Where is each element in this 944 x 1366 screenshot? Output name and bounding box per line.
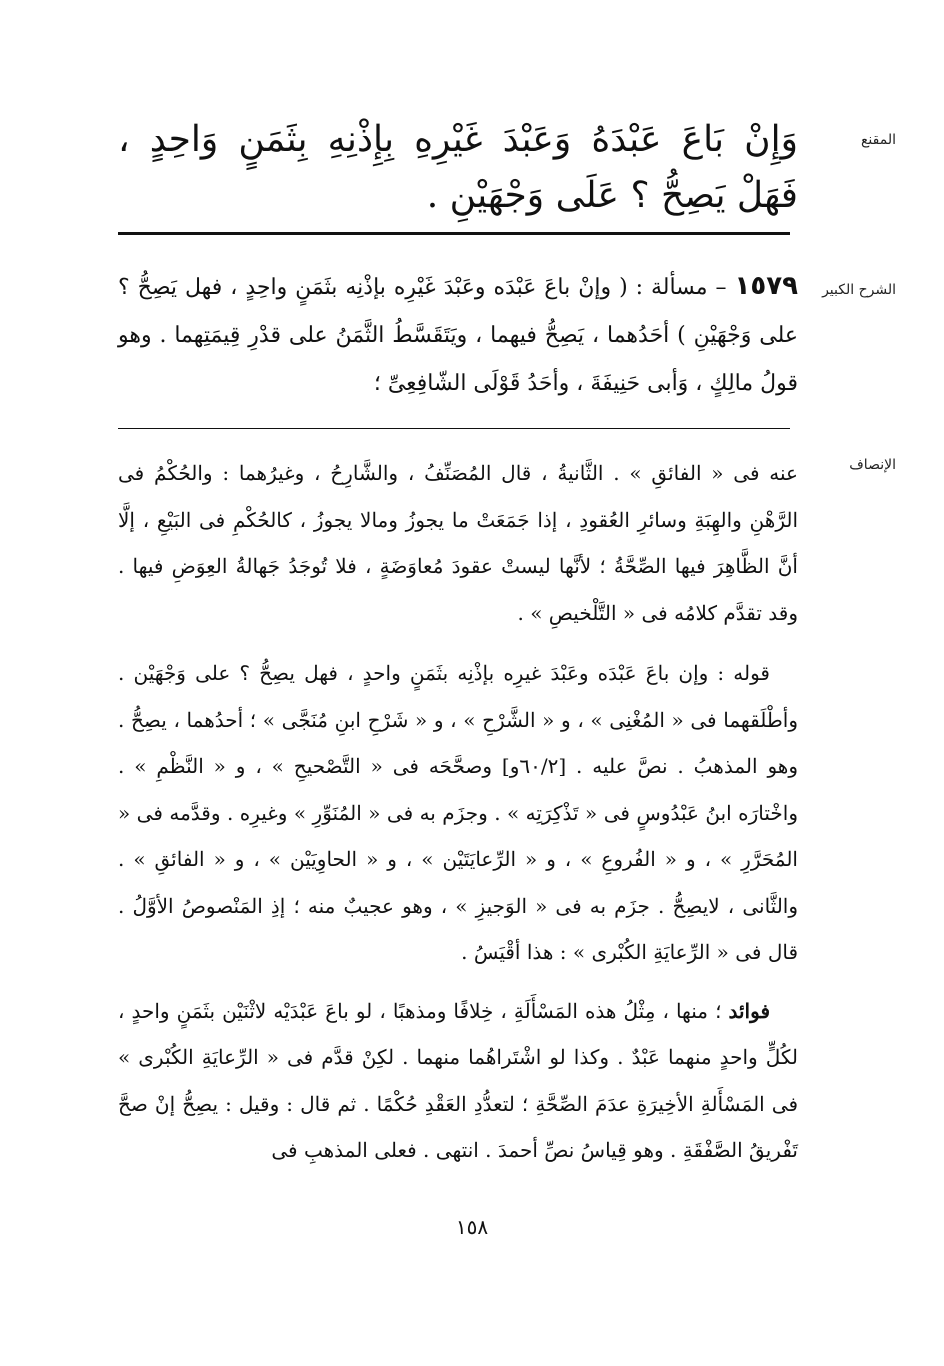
section-divider-thick bbox=[118, 232, 790, 235]
sharh-body: – مسألة : ( وإنْ باعَ عَبْدَه وعَبْدَ غَيْرِه بإذْنِه بثَمَنٍ واحِدٍ ، فهل يَصِحُّ ؟ على وَجْهَيْنِ ) أحَدُهما ، يَصِحُّ فيهما ، ويَتَقَسَّطُ الثَّمَنُ على قدْرِ قِيمَتِهما . وهو قولُ مالِكٍ ، وَأبى حَنِيفَةَ ، وأحَدُ قَوْلَى الشّافِعِىِّ ؛ bbox=[118, 275, 798, 396]
label-insaf: الإنصاف bbox=[849, 457, 896, 473]
insaf-paragraph-2-text: قوله : وإن باعَ عَبْدَه وعَبْدَ غيرِه بإذْنِه بثَمَنٍ واحدٍ ، فهل يصِحُّ ؟ على وَجْهَيْن . وأطْلَقهما فى « المُغْنِى » ، و « الشَّرْحِ » ، و « شَرْحِ ابنِ مُنَجَّى » ؛ أحدُهما ، يصِحُّ . وهو المذهبُ . نصَّ عليه . [٦٠/٢و] وصحَّحَه فى « التَّصْحيحِ » ، و « النَّظْمِ » . واخْتارَه ابنُ عَبْدُوسٍ فى « تَذْكِرَتِه » . وجزَم به فى « المُنَوِّرِ » وغيرِه . وقدَّمه فى « المُحَرَّرِ » ، و « الفُروعِ » ، و « الرِّعايَتَيْن » ، و « الحاوِيَيْن » ، و « الفائقِ » . والثَّانى ، لايصِحُّ . جزَم به فى « الوَجيزِ » ، وهو عجيبٌ منه ؛ إذِ المَنْصوصُ الأوَّلُ . قال فى « الرِّعايَةِ الكُبْرى » : هذا أقْيَسُ . bbox=[118, 661, 798, 964]
sharh-text bbox=[118, 262, 798, 408]
insaf-paragraph-3 bbox=[118, 988, 798, 1174]
page-number: ١٥٨ bbox=[455, 1215, 489, 1239]
issue-number: ١٥٧٩ bbox=[734, 271, 798, 301]
insaf-paragraph-3-text: ؛ منها ، مِثْلُ هذه المَسْأَلَةِ ، خِلافًا ومذهبًا ، لو باعَ عَبْدَيْه لاثْنَيْن بثَمَنٍ واحدٍ ، لكُلٍّ واحدٍ منهما عَبْدٌ . وكذا لو اشْتَراهُما منهما . لكِنْ قدَّم فى « الرِّعايَةِ الكُبْرى » فى المَسْأَلةِ الأخِيرَةِ عدَمَ الصِّحَّةِ ؛ لتعدُّدِ العَقْدِ حُكْمًا . ثم قال : وقيل : يصِحُّ إنْ صحَّ تَفْريقُ الصَّفْقَةِ . وهو قِياسُ نصِّ أحمدَ . انتهى . فعلى المذهبِ فى bbox=[118, 998, 799, 1162]
insaf-paragraph-2 bbox=[118, 650, 798, 976]
label-sharh: الشرح الكبير bbox=[822, 282, 896, 298]
muqni-text: وَإِنْ بَاعَ عَبْدَهُ وَعَبْدَ غَيْرِهِ بِإِذْنِهِ بِثَمَنٍ وَاحِدٍ ، فَهَلْ يَصِحُّ ؟ عَلَى وَجْهَيْنِ . bbox=[118, 119, 798, 216]
insaf-text bbox=[118, 450, 798, 1186]
insaf-paragraph-1: عنه فى « الفائقِ » . الثَّانيةُ ، قال المُصَنِّفُ ، والشَّارِحُ ، وغيرُهما : والحُكْمُ فى الرَّهْنِ والهِبَةِ وسائرِ العُقودِ ، إذا جَمَعَتْ ما يجوزُ ومالا يجوزُ ، كالحُكْمِ فى البَيْعِ ، إلَّا أنَّ الظَّاهِرَ فيها الصِّحَّةُ ؛ لأنَّها ليستْ عقودَ مُعاوَضَةٍ ، فلا تُوجَدُ جَهالةُ العِوَضِ فيها . وقد تقدَّم كلامُه فى « التَّلْخيصِ » . bbox=[118, 461, 798, 625]
fawaid-heading: فوائد bbox=[728, 998, 770, 1023]
label-muqni: المقنع bbox=[860, 132, 896, 148]
section-divider-thin bbox=[118, 428, 790, 429]
